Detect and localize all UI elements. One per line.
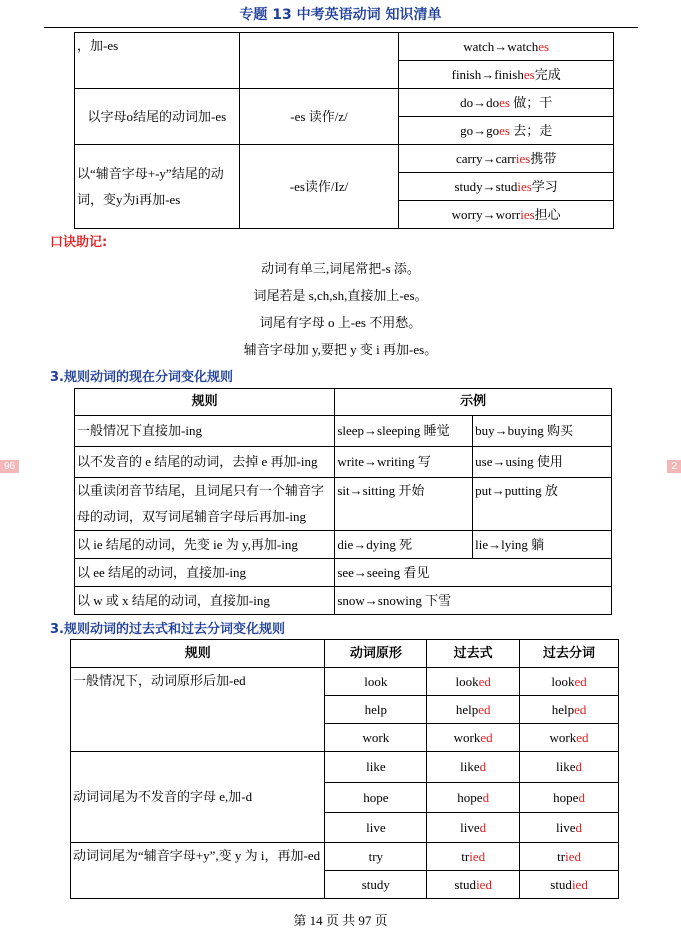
rule-cell: 以 ee 结尾的动词，直接加-ing bbox=[75, 559, 335, 587]
example-cell: do→does 做；干 bbox=[399, 89, 614, 117]
example-cell: go→goes 去；走 bbox=[399, 117, 614, 145]
column-header-past-participle: 过去分词 bbox=[520, 640, 619, 668]
mnemonic-line: 动词有单三,词尾常把-s 添。 bbox=[261, 261, 420, 276]
rule-cell: 一般情况下，动词原形后加-ed bbox=[71, 668, 325, 752]
mnemonic-line: 词尾若是 s,ch,sh,直接加上-es。 bbox=[253, 288, 428, 303]
rule-cell: 动词词尾为不发音的字母 e,加-d bbox=[71, 752, 325, 843]
side-page-number-right: 2 bbox=[667, 460, 681, 473]
past-participle-cell: hoped bbox=[520, 783, 619, 813]
section-heading-ed: 3.规则动词的过去式和过去分词变化规则 bbox=[50, 622, 285, 637]
past-participle-cell: looked bbox=[520, 668, 619, 696]
example-cell: see→seeing 看见 bbox=[335, 559, 612, 587]
header-divider bbox=[44, 27, 638, 28]
example-cell: lie→lying 躺 bbox=[473, 531, 612, 559]
rule-cell: 动词词尾为“辅音字母+y”,变 y 为 i，再加-ed bbox=[71, 843, 325, 899]
example-cell: sleep→sleeping 睡觉 bbox=[335, 416, 473, 447]
example-cell: snow→snowing 下雪 bbox=[335, 587, 612, 615]
side-page-number-left: 96 bbox=[0, 460, 19, 473]
rule-cell: 以“辅音字母+-y”结尾的动词，变y为i再加-es bbox=[75, 145, 240, 229]
column-header-past: 过去式 bbox=[427, 640, 520, 668]
base-verb-cell: live bbox=[325, 813, 427, 843]
pronunciation-cell: -es读作/Iz/ bbox=[239, 145, 399, 229]
past-participle-cell: studied bbox=[520, 871, 619, 899]
base-verb-cell: look bbox=[325, 668, 427, 696]
past-tense-table bbox=[70, 639, 619, 899]
pronunciation-cell: -es 读作/z/ bbox=[239, 89, 399, 145]
past-participle-cell: lived bbox=[520, 813, 619, 843]
column-header-rule: 规则 bbox=[71, 640, 325, 668]
past-cell: studied bbox=[427, 871, 520, 899]
present-participle-table bbox=[74, 388, 612, 615]
rule-cell: ，加-es bbox=[75, 33, 240, 89]
example-cell: write→writing 写 bbox=[335, 447, 473, 478]
column-header-base: 动词原形 bbox=[325, 640, 427, 668]
example-cell: put→putting 放 bbox=[473, 478, 612, 531]
mnemonic-line: 辅音字母加 y,要把 y 变 i 再加-es。 bbox=[243, 342, 438, 357]
past-cell: worked bbox=[427, 724, 520, 752]
example-cell: use→using 使用 bbox=[473, 447, 612, 478]
rule-cell: 以重读闭音节结尾，且词尾只有一个辅音字母的动词，双写词尾辅音字母后再加-ing bbox=[75, 478, 335, 531]
example-cell: die→dying 死 bbox=[335, 531, 473, 559]
example-cell: worry→worries担心 bbox=[399, 201, 614, 229]
rule-cell: 以 w 或 x 结尾的动词，直接加-ing bbox=[75, 587, 335, 615]
past-cell: liked bbox=[427, 752, 520, 783]
past-cell: looked bbox=[427, 668, 520, 696]
past-cell: helped bbox=[427, 696, 520, 724]
rule-cell: 以 ie 结尾的动词，先变 ie 为 y,再加-ing bbox=[75, 531, 335, 559]
column-header-rule: 规则 bbox=[75, 389, 335, 416]
rule-cell: 一般情况下直接加-ing bbox=[75, 416, 335, 447]
rule-cell: 以不发音的 e 结尾的动词，去掉 e 再加-ing bbox=[75, 447, 335, 478]
example-cell: carry→carries携带 bbox=[399, 145, 614, 173]
third-person-es-table bbox=[74, 32, 614, 229]
pronunciation-cell bbox=[239, 33, 399, 89]
example-cell: watch→watches bbox=[399, 33, 614, 61]
past-participle-cell: liked bbox=[520, 752, 619, 783]
example-cell: sit→sitting 开始 bbox=[335, 478, 473, 531]
column-header-example: 示例 bbox=[335, 389, 612, 416]
page-footer: 第 14 页 共 97 页 bbox=[293, 913, 388, 928]
base-verb-cell: help bbox=[325, 696, 427, 724]
section-heading-ing: 3.规则动词的现在分词变化规则 bbox=[50, 370, 233, 385]
mnemonic-heading: 口诀助记: bbox=[50, 235, 108, 250]
base-verb-cell: try bbox=[325, 843, 427, 871]
example-cell: finish→finishes完成 bbox=[399, 61, 614, 89]
base-verb-cell: hope bbox=[325, 783, 427, 813]
past-cell: hoped bbox=[427, 783, 520, 813]
rule-cell: 以字母o结尾的动词加-es bbox=[75, 89, 240, 145]
past-cell: tried bbox=[427, 843, 520, 871]
past-participle-cell: worked bbox=[520, 724, 619, 752]
past-cell: lived bbox=[427, 813, 520, 843]
base-verb-cell: work bbox=[325, 724, 427, 752]
page-header-title: 专题 13 中考英语动词 知识清单 bbox=[239, 7, 442, 23]
example-cell: study→studies学习 bbox=[399, 173, 614, 201]
base-verb-cell: study bbox=[325, 871, 427, 899]
example-cell: buy→buying 购买 bbox=[473, 416, 612, 447]
past-participle-cell: helped bbox=[520, 696, 619, 724]
base-verb-cell: like bbox=[325, 752, 427, 783]
past-participle-cell: tried bbox=[520, 843, 619, 871]
mnemonic-line: 词尾有字母 o 上-es 不用愁。 bbox=[259, 315, 422, 330]
